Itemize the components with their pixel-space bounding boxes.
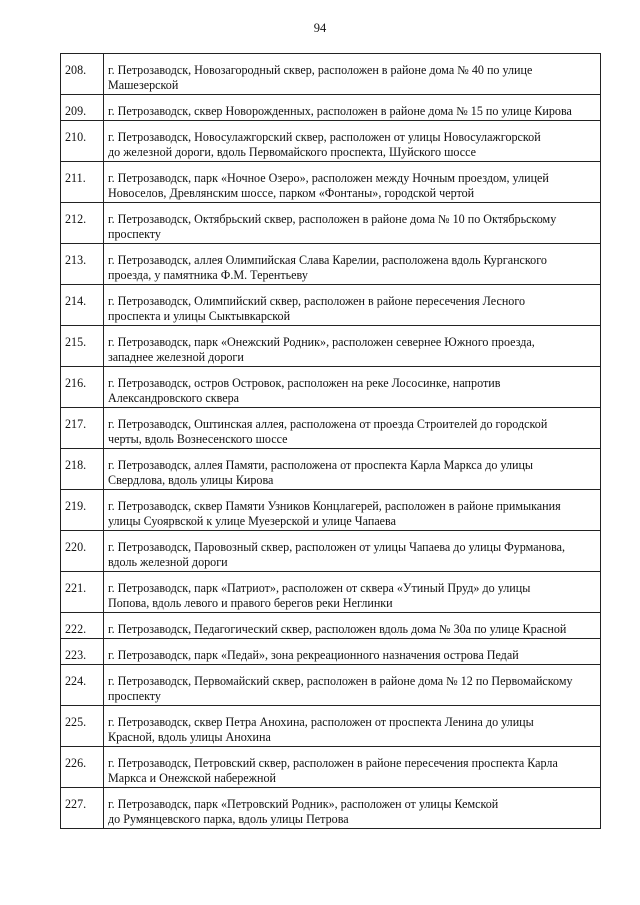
table-row [61, 326, 601, 367]
description-line: проезда, у памятника Ф.М. Терентьеву [108, 268, 308, 282]
description-line: Машезерской [108, 78, 179, 92]
table-row [61, 408, 601, 449]
row-description [104, 121, 601, 162]
row-description [104, 162, 601, 203]
row-number: 214. [61, 285, 104, 326]
description-line: улицы Суоярвской к улице Муезерской и улице Чапаева [108, 514, 396, 528]
description-line: Попова, вдоль левого и правого берегов реки Неглинки [108, 596, 393, 610]
description-line: Красной, вдоль улицы Анохина [108, 730, 271, 744]
row-number: 226. [61, 747, 104, 788]
table-row [61, 244, 601, 285]
description-line: г. Петрозаводск, Петровский сквер, расположен в районе пересечения проспекта Карла [108, 756, 558, 770]
table-row [61, 367, 601, 408]
row-number: 212. [61, 203, 104, 244]
table-row [61, 121, 601, 162]
description-line: проспекту [108, 227, 161, 241]
row-description [104, 490, 601, 531]
description-line: проспекту [108, 689, 161, 703]
description-line: г. Петрозаводск, аллея Памяти, расположена от проспекта Карла Маркса до улицы [108, 458, 534, 472]
description-line: до Румянцевского парка, вдоль улицы Петрова [108, 812, 349, 826]
table-row [61, 747, 601, 788]
table-row [61, 788, 601, 829]
row-number: 216. [61, 367, 104, 408]
table-row [61, 162, 601, 203]
description-line: г. Петрозаводск, парк «Патриот», расположен от сквера «Утиный Пруд» до улицы [108, 581, 531, 595]
description-line: г. Петрозаводск, Новозагородный сквер, расположен в районе дома № 40 по улице [108, 63, 533, 77]
row-description [104, 449, 601, 490]
description-line: вдоль железной дороги [108, 555, 228, 569]
table-row [61, 203, 601, 244]
description-line: г. Петрозаводск, сквер Петра Анохина, расположен от проспекта Ленина до улицы [108, 715, 534, 729]
description-line: г. Петрозаводск, Олимпийский сквер, расположен в районе пересечения Лесного [108, 294, 526, 308]
description-line: г. Петрозаводск, парк «Онежский Родник», расположен севернее Южного проезда, [108, 335, 535, 349]
description-line: г. Петрозаводск, парк «Петровский Родник», расположен от улицы Кемской [108, 797, 499, 811]
row-description [104, 285, 601, 326]
description-line: г. Петрозаводск, Оштинская аллея, расположена от проезда Строителей до городской [108, 417, 548, 431]
row-number: 222. [61, 613, 104, 639]
row-description [104, 639, 601, 665]
row-description [104, 367, 601, 408]
row-number: 218. [61, 449, 104, 490]
table-row [61, 706, 601, 747]
table-row [61, 665, 601, 706]
row-number: 221. [61, 572, 104, 613]
table-row [61, 54, 601, 95]
row-number: 208. [61, 54, 104, 95]
page-number: 94 [313, 21, 327, 35]
row-description [104, 95, 601, 121]
row-number: 225. [61, 706, 104, 747]
table-row [61, 531, 601, 572]
row-number: 209. [61, 95, 104, 121]
row-description [104, 665, 601, 706]
row-description [104, 613, 601, 639]
row-description [104, 788, 601, 829]
description-line: г. Петрозаводск, сквер Памяти Узников Концлагерей, расположен в районе примыкания [108, 499, 561, 513]
table-row [61, 613, 601, 639]
table-row [61, 95, 601, 121]
row-description [104, 747, 601, 788]
table-row [61, 490, 601, 531]
row-description [104, 531, 601, 572]
description-line: г. Петрозаводск, аллея Олимпийская Слава Карелии, расположена вдоль Курганского [108, 253, 547, 267]
row-description [104, 244, 601, 285]
table-row [61, 639, 601, 665]
row-description [104, 54, 601, 95]
description-line: г. Петрозаводск, Новосулажгорский сквер, расположен от улицы Новосулажгорской [108, 130, 541, 144]
objects-table [60, 53, 601, 829]
row-number: 224. [61, 665, 104, 706]
description-line: Свердлова, вдоль улицы Кирова [108, 473, 274, 487]
description-line: г. Петрозаводск, сквер Новорожденных, расположен в районе дома № 15 по улице Кирова [108, 104, 572, 118]
row-description [104, 326, 601, 367]
row-description [104, 572, 601, 613]
description-line: г. Петрозаводск, остров Островок, расположен на реке Лососинке, напротив [108, 376, 501, 390]
row-number: 219. [61, 490, 104, 531]
table-row [61, 572, 601, 613]
description-line: г. Петрозаводск, парк «Ночное Озеро», расположен между Ночным проездом, улицей [108, 171, 549, 185]
table-row [61, 285, 601, 326]
description-line: черты, вдоль Вознесенского шоссе [108, 432, 288, 446]
description-line: г. Петрозаводск, Педагогический сквер, расположен вдоль дома № 30а по улице Красной [108, 622, 567, 636]
row-number: 210. [61, 121, 104, 162]
description-line: г. Петрозаводск, парк «Педай», зона рекреационного назначения острова Педай [108, 648, 519, 662]
row-number: 211. [61, 162, 104, 203]
row-number: 217. [61, 408, 104, 449]
row-description [104, 203, 601, 244]
table-row [61, 449, 601, 490]
description-line: Новоселов, Древлянским шоссе, парком «Фонтаны», городской чертой [108, 186, 475, 200]
objects-table-body [61, 54, 601, 829]
description-line: г. Петрозаводск, Паровозный сквер, расположен от улицы Чапаева до улицы Фурманова, [108, 540, 566, 554]
description-line: г. Петрозаводск, Октябрьский сквер, расположен в районе дома № 10 по Октябрьскому [108, 212, 557, 226]
description-line: проспекта и улицы Сыктывкарской [108, 309, 291, 323]
row-description [104, 408, 601, 449]
description-line: западнее железной дороги [108, 350, 244, 364]
row-number: 223. [61, 639, 104, 665]
row-number: 227. [61, 788, 104, 829]
row-number: 220. [61, 531, 104, 572]
row-description [104, 706, 601, 747]
row-number: 215. [61, 326, 104, 367]
description-line: Александровского сквера [108, 391, 240, 405]
description-line: до железной дороги, вдоль Первомайского проспекта, Шуйского шоссе [108, 145, 477, 159]
row-number: 213. [61, 244, 104, 285]
description-line: Маркса и Онежской набережной [108, 771, 276, 785]
description-line: г. Петрозаводск, Первомайский сквер, расположен в районе дома № 12 по Первомайскому [108, 674, 573, 688]
